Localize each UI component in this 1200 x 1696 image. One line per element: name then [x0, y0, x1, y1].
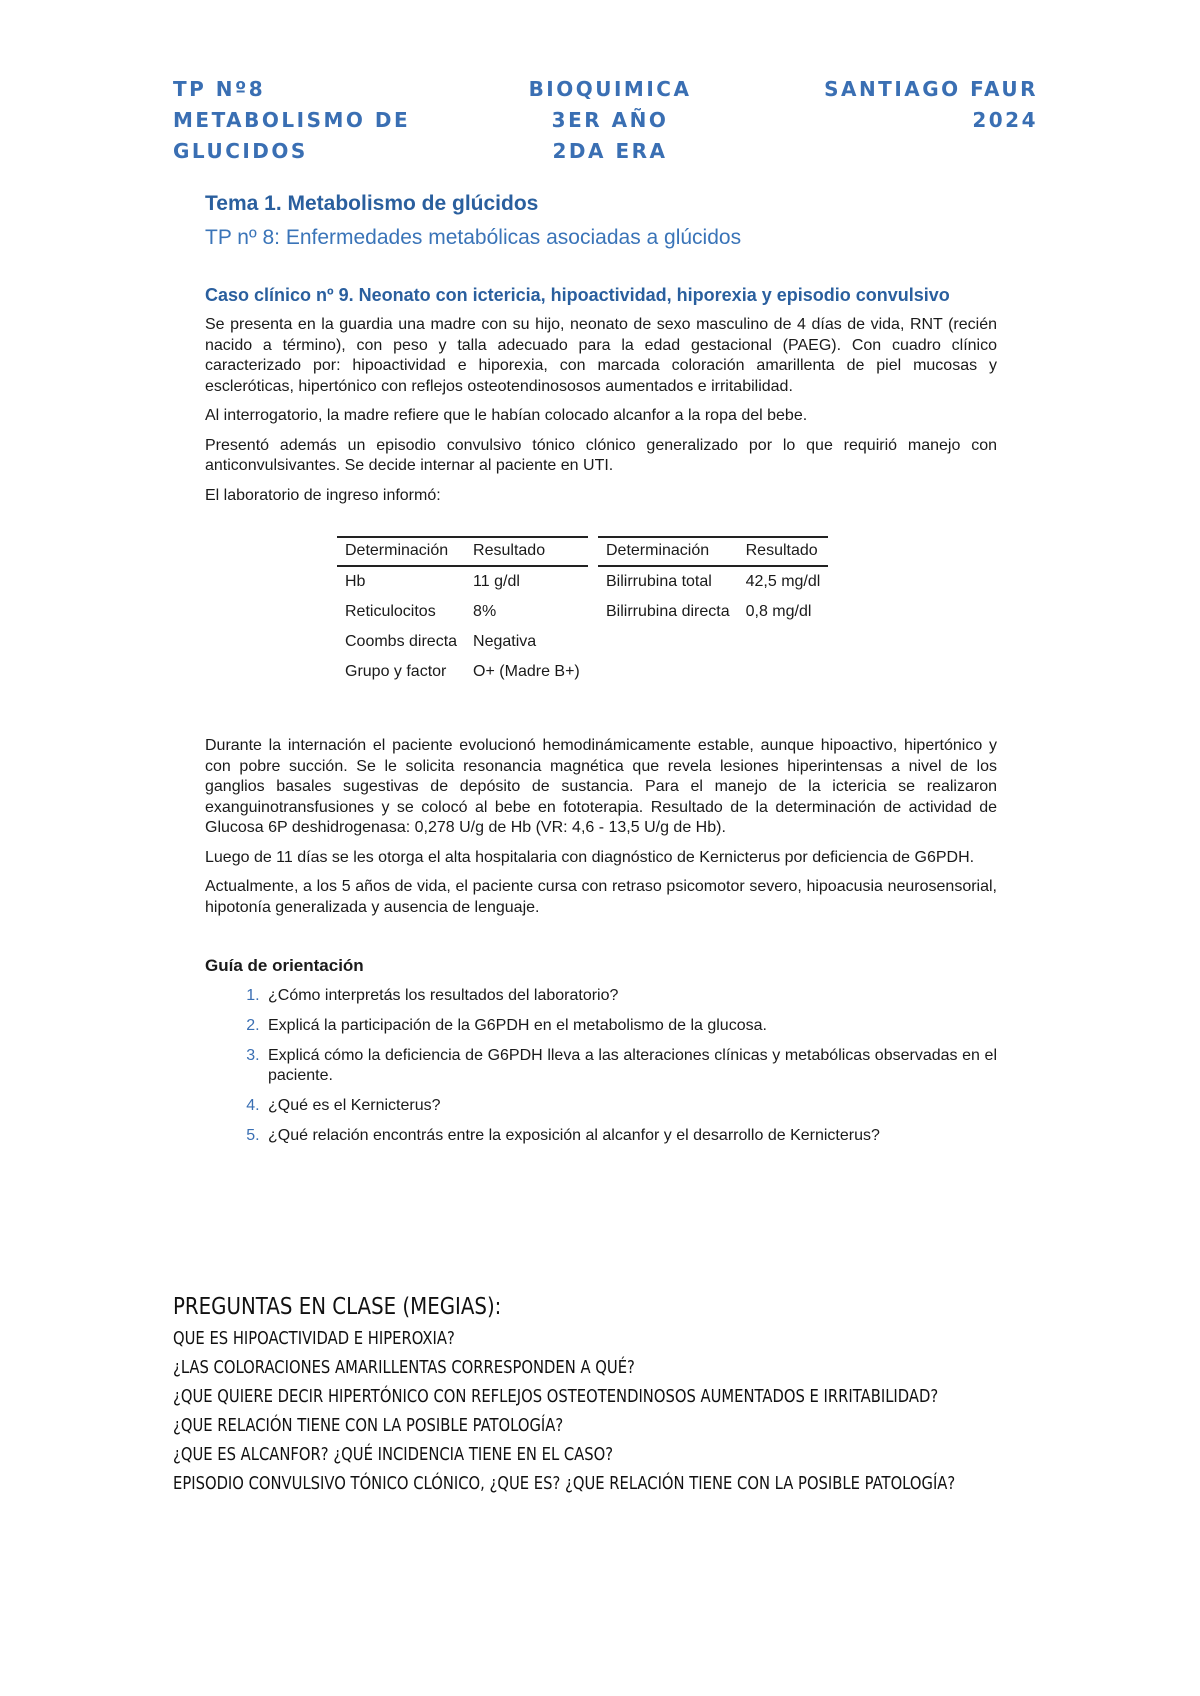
table-row — [337, 566, 588, 597]
lab1-cell: Reticulocitos — [345, 603, 436, 620]
header-right — [824, 74, 1038, 136]
case-paragraph-2: Al interrogatorio, la madre refiere que le habían colocado alcanfor a la ropa del bebe. — [205, 407, 808, 424]
lab1-cell: Coombs directa — [345, 633, 458, 650]
list-item: ¿QUE QUIERE DECIR HIPERTÓNICO CON REFLEJOS OSTEOTENDINOSOS AUMENTADOS E IRRITABILIDAD? — [173, 1386, 939, 1407]
header-year: 3ER AÑO — [551, 108, 669, 132]
tema-title: Tema 1. Metabolismo de glúcidos — [205, 192, 539, 215]
list-item: ¿QUE RELACIÓN TIENE CON LA POSIBLE PATOLOGÍA? — [173, 1415, 564, 1436]
class-questions — [173, 1290, 1033, 1498]
list-item: ¿QUE ES ALCANFOR? ¿QUÉ INCIDENCIA TIENE EN EL CASO? — [173, 1444, 614, 1465]
list-item: 3. Explicá cómo la deficiencia de G6PDH lleva a las alteraciones clínicas y metabólicas observadas en el paciente. — [264, 1046, 997, 1086]
case-paragraph-1: Se presenta en la guardia una madre con su hijo, neonato de sexo masculino de 4 días de vida, RNT (recién nacido a término), con peso y talla adecuado para la edad gestacional (PAEG). Con cuadro clínico caracterizado por: hipoactividad e hiporexia, con marcada coloración amarillenta de piel mucosas y escleróticas, hipertónico con reflejos osteotendinososos aumentados e irritabilidad. — [205, 316, 997, 395]
table-row — [337, 657, 588, 687]
lab2-cell: 0,8 mg/dl — [745, 603, 812, 620]
tp-subtitle: TP nº 8: Enfermedades metabólicas asociadas a glúcidos — [205, 226, 742, 249]
list-item: 4. ¿Qué es el Kernicterus? — [264, 1096, 997, 1116]
case-paragraph-6: Luego de 11 días se les otorga el alta hospitalaria con diagnóstico de Kernicterus por deficiencia de G6PDH. — [205, 848, 975, 866]
lab2-cell: Bilirrubina total — [606, 573, 712, 590]
table-row — [598, 597, 828, 627]
lab-table-1 — [337, 536, 588, 687]
case-paragraph-5: Durante la internación el paciente evolucionó hemodinámicamente estable, aunque hipoactivo, hipertónico y con pobre succión. Se le solicita resonancia magnética que revela lesiones hiperintensas a nivel de los ganglios basales sugestivas de depósito de sustancia. Para el manejo de la ictericia se realizaron exanguinotransfusiones y se colocó al bebe en fototerapia. Resultado de la determinación de actividad de Glucosa 6P deshidrogenasa: 0,278 U/g de Hb (VR: 4,6 - 13,5 U/g de Hb). — [205, 737, 997, 836]
lab1-header-determination: Determinación — [337, 537, 465, 566]
header-subject: BIOQUIMICA — [528, 77, 692, 101]
lab1-cell: Hb — [345, 573, 366, 590]
list-item: QUE ES HIPOACTIVIDAD E HIPEROXIA? — [173, 1328, 455, 1349]
list-item: 2. Explicá la participación de la G6PDH en el metabolismo de la glucosa. — [264, 1016, 997, 1036]
lab-table-2 — [598, 536, 828, 627]
lab-results — [205, 536, 997, 706]
lab1-cell: 11 g/dl — [473, 573, 520, 590]
case-paragraph-3: Presentó además un episodio convulsivo tónico clónico generalizado por lo que requirió manejo con anticonvulsivantes. Se decide internar al paciente en UTI. — [205, 436, 997, 474]
list-item: EPISODIO CONVULSIVO TÓNICO CLÓNICO, ¿QUE ES? ¿QUE RELACIÓN TIENE CON LA POSIBLE PATOLOGÍA? — [173, 1473, 956, 1494]
evolution-section — [205, 736, 997, 918]
list-item: 5. ¿Qué relación encontrás entre la exposición al alcanfor y el desarrollo de Kernicterus? — [264, 1126, 997, 1146]
lab1-cell: Negativa — [473, 633, 537, 650]
lab1-cell: 8% — [473, 603, 497, 620]
case-paragraph-4: El laboratorio de ingreso informó: — [205, 486, 441, 504]
lab1-cell: O+ (Madre B+) — [473, 663, 580, 680]
header-author: SANTIAGO FAUR — [824, 77, 1038, 101]
list-item: ¿LAS COLORACIONES AMARILLENTAS CORRESPONDEN A QUÉ? — [173, 1357, 635, 1378]
lab1-header-result: Resultado — [465, 537, 588, 566]
list-item: 1. ¿Cómo interpretás los resultados del laboratorio? — [264, 986, 997, 1006]
case-paragraph-7: Actualmente, a los 5 años de vida, el paciente cursa con retraso psicomotor severo, hipoacusia neurosensorial, hipotonía generalizada y ausencia de lenguaje. — [205, 878, 997, 916]
header-center — [500, 74, 720, 167]
table-row — [337, 597, 588, 627]
table-row — [337, 627, 588, 657]
guide-title: Guía de orientación — [205, 956, 364, 975]
guide-questions — [205, 986, 997, 1146]
header-left — [173, 74, 410, 167]
header-topic-line2: GLUCIDOS — [173, 139, 308, 163]
lab2-header-result: Resultado — [738, 537, 829, 566]
header-era: 2DA ERA — [552, 139, 668, 163]
class-questions-title: PREGUNTAS EN CLASE (MEGIAS): — [173, 1294, 502, 1320]
lab1-cell: Grupo y factor — [345, 663, 447, 680]
lab2-header-determination: Determinación — [598, 537, 738, 566]
lab2-cell: 42,5 mg/dl — [745, 573, 821, 590]
case-title: Caso clínico nº 9. Neonato con ictericia, hipoactividad, hiporexia y episodio convulsivo — [205, 285, 950, 305]
header-date: 2024 — [972, 108, 1038, 132]
header-tp-number: TP Nº8 — [173, 77, 266, 101]
document-body — [205, 190, 997, 1156]
header-topic-line1: METABOLISMO DE — [173, 108, 411, 132]
lab2-cell: Bilirrubina directa — [606, 603, 730, 620]
table-row — [598, 566, 828, 597]
